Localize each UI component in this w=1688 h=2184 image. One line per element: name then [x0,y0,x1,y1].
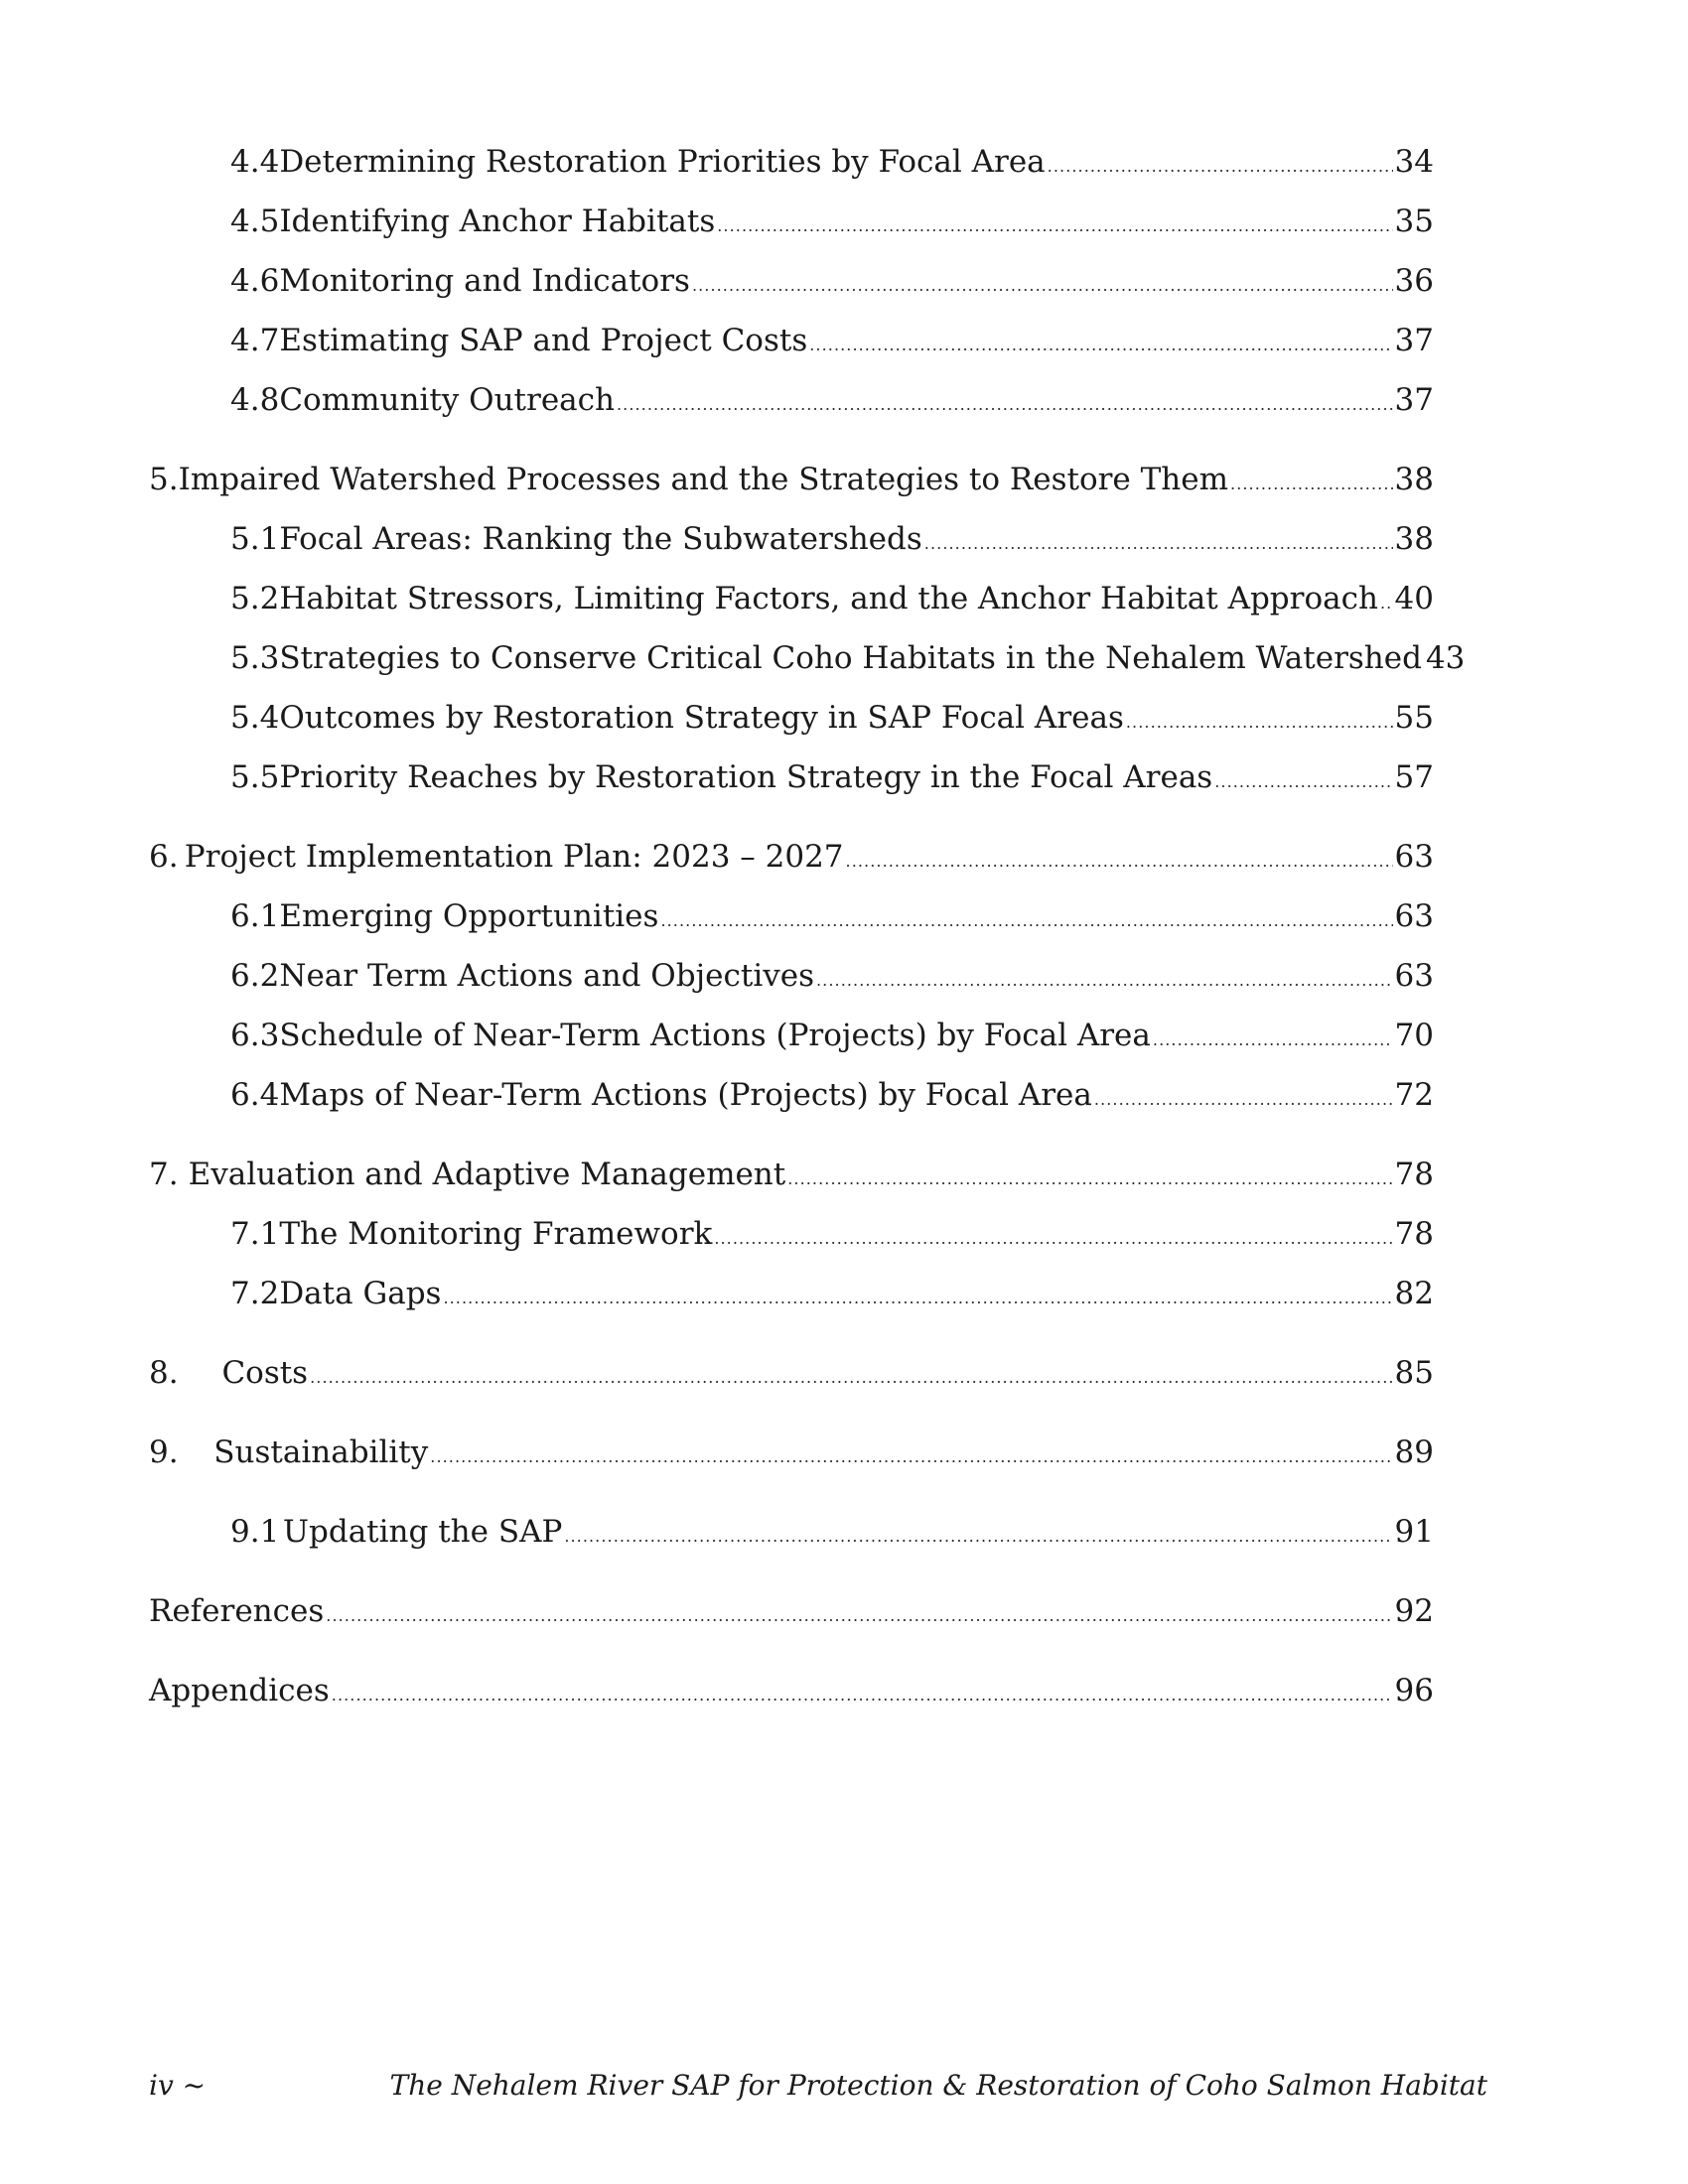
toc-page: 63 [1394,898,1434,934]
toc-number: 6.3 [230,1018,280,1053]
toc-number: 6. [149,839,179,875]
toc-page: 38 [1394,462,1434,497]
toc-chapter-9[interactable] [149,1433,1434,1472]
page-footer [149,2069,1487,2102]
toc-title: Appendices [149,1673,330,1708]
dot-leader [809,321,1392,365]
toc-page: 37 [1394,323,1434,358]
toc-page: 55 [1394,700,1434,736]
toc-title: Focal Areas: Ranking the Subwatersheds [279,521,922,557]
dot-leader [692,261,1393,306]
toc-title: Schedule of Near-Term Actions (Projects) by Focal Area [279,1018,1151,1053]
toc-title: Determining Restoration Priorities by Focal Area [279,144,1046,180]
footer-page-number: iv ~ [149,2069,207,2102]
toc-number: 5. [149,462,179,497]
toc-page: 78 [1394,1157,1434,1192]
toc-number: 9. [149,1434,179,1470]
toc-title: Sustainability [213,1434,429,1470]
toc-entry-4-4[interactable] [230,142,1434,182]
toc-chapter-6[interactable] [149,837,1434,877]
toc-page: 89 [1394,1434,1434,1470]
dot-leader [1048,142,1393,187]
toc-entry-5-3[interactable] [230,638,1466,678]
dot-leader [1126,698,1393,743]
dot-leader [717,202,1392,246]
toc-title: Strategies to Conserve Critical Coho Habitats in the Nehalem Watershed [279,640,1422,676]
toc-title: References [149,1593,325,1629]
toc-title: Habitat Stressors, Limiting Factors, and the Anchor Habitat Approach [279,581,1378,616]
toc-title: Data Gaps [279,1276,442,1311]
toc-entry-4-8[interactable] [230,380,1434,420]
toc-entry-6-4[interactable] [230,1075,1434,1115]
dot-leader [1094,1075,1393,1120]
toc-page: 43 [1425,640,1466,676]
dot-leader [310,1353,1392,1398]
dot-leader [1214,757,1392,802]
toc-title: Outcomes by Restoration Strategy in SAP Focal Areas [279,700,1124,736]
toc-title: Near Term Actions and Objectives [279,958,814,994]
toc-page: 82 [1394,1276,1434,1311]
toc-page: 63 [1394,958,1434,994]
toc-entry-9-1[interactable] [230,1512,1434,1552]
toc-page: 38 [1394,521,1434,557]
toc-number: 5.2 [230,581,280,616]
dot-leader [564,1512,1392,1557]
toc-number: 8. [149,1355,179,1391]
toc-number: 4.7 [230,323,280,358]
toc-entry-7-1[interactable] [230,1214,1434,1254]
dot-leader [714,1214,1392,1259]
toc-entry-5-4[interactable] [230,698,1434,738]
dot-leader [332,1671,1393,1715]
dot-leader [430,1433,1392,1477]
toc-number: 5.4 [230,700,280,736]
toc-number: 6.2 [230,958,280,994]
toc-entry-6-3[interactable] [230,1016,1434,1055]
dot-leader [326,1591,1392,1636]
toc-title: Monitoring and Indicators [279,263,690,299]
dot-leader [924,519,1393,564]
toc-title: Emerging Opportunities [279,898,659,934]
toc-number: 4.6 [230,263,280,299]
toc-entry-4-7[interactable] [230,321,1434,360]
toc-number: 7.1 [230,1216,280,1252]
toc-number: 7.2 [230,1276,280,1311]
toc-number: 4.4 [230,144,280,180]
toc-page: 34 [1394,144,1434,180]
toc-number: 6.4 [230,1077,280,1113]
dot-leader [1230,460,1393,504]
toc-title: Updating the SAP [282,1514,563,1550]
toc-number: 4.5 [230,204,280,239]
toc-chapter-8[interactable] [149,1353,1434,1393]
toc-entry-4-6[interactable] [230,261,1434,301]
toc-title: Project Implementation Plan: 2023 – 2027 [184,839,844,875]
toc-number: 4.8 [230,382,280,418]
toc-page: 63 [1394,839,1434,875]
toc-title: Community Outreach [279,382,615,418]
toc-entry-6-1[interactable] [230,896,1434,936]
toc-title: Identifying Anchor Habitats [279,204,716,239]
toc-entry-5-5[interactable] [230,757,1434,797]
toc-title: Estimating SAP and Project Costs [279,323,808,358]
toc-title: Costs [221,1355,309,1391]
toc-page: 96 [1394,1673,1434,1708]
dot-leader [443,1274,1392,1318]
toc-page: 36 [1394,263,1434,299]
toc-number: 5.5 [230,759,280,795]
toc-page: 85 [1394,1355,1434,1391]
toc-chapter-5[interactable] [149,460,1434,499]
toc-title: Evaluation and Adaptive Management [188,1157,786,1192]
toc-page: 37 [1394,382,1434,418]
toc-chapter-7[interactable] [149,1155,1434,1194]
dot-leader [787,1155,1392,1199]
toc-number: 7. [149,1157,179,1192]
toc-entry-5-2[interactable] [230,579,1434,618]
toc-title: Maps of Near-Term Actions (Projects) by Focal Area [279,1077,1092,1113]
toc-entry-5-1[interactable] [230,519,1434,559]
toc-entry-6-2[interactable] [230,956,1434,996]
dot-leader [660,896,1392,941]
toc-number: 5.3 [230,640,280,676]
toc-page: 92 [1394,1593,1434,1629]
toc-page: 57 [1394,759,1434,795]
toc-page: 78 [1394,1216,1434,1252]
toc-references[interactable] [149,1591,1434,1631]
toc-appendices[interactable] [149,1671,1434,1710]
toc-page: 40 [1394,581,1434,616]
dot-leader [846,837,1393,882]
toc-page: 91 [1394,1514,1434,1550]
toc-title: Impaired Watershed Processes and the Strategies to Restore Them [178,462,1229,497]
toc-entry-4-5[interactable] [230,202,1434,241]
toc-title: Priority Reaches by Restoration Strategy in the Focal Areas [279,759,1213,795]
toc-number: 9.1 [230,1514,280,1550]
footer-document-title: The Nehalem River SAP for Protection & Restoration of Coho Salmon Habitat [389,2069,1487,2102]
toc-page: 35 [1394,204,1434,239]
toc-number: 6.1 [230,898,280,934]
toc-entry-7-2[interactable] [230,1274,1434,1313]
toc-number: 5.1 [230,521,280,557]
dot-leader [816,956,1393,1001]
toc-page: 72 [1394,1077,1434,1113]
dot-leader [617,380,1393,425]
toc-title: The Monitoring Framework [279,1216,713,1252]
toc-page: 70 [1394,1018,1434,1053]
dot-leader [1153,1016,1393,1060]
dot-leader [1380,579,1393,623]
